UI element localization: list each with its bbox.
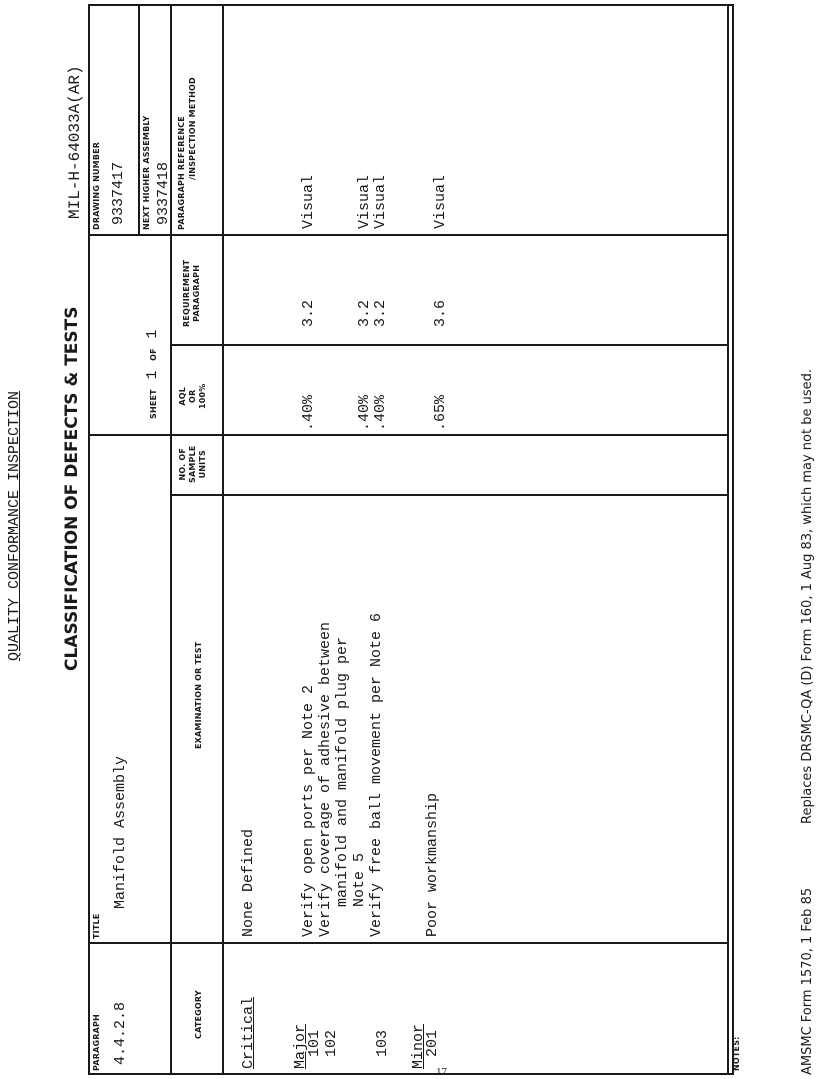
section-title: QUALITY CONFORMANCE INSPECTION xyxy=(6,390,23,661)
critical-text: None Defined xyxy=(240,828,257,937)
row-201-requirement: 3.6 xyxy=(432,299,449,327)
title-label: TITLE xyxy=(92,913,101,939)
row-102-code: 102 xyxy=(323,1029,340,1057)
replaces-note: Replaces DRSMC-QA (D) Form 160, 1 Aug 83, which may not be used. xyxy=(800,369,815,824)
row-103-text: Verify free ball movement per Note 6 xyxy=(368,612,385,937)
sample-header-line2: SAMPLE xyxy=(188,445,197,483)
requirement-header-line1: REQUIREMENT xyxy=(182,259,191,327)
paragraph-label: PARAGRAPH xyxy=(92,1014,101,1071)
row-101-method: Visual xyxy=(300,174,317,229)
reference-header-line2: /INSPECTION METHOD xyxy=(188,77,197,180)
drawing-number-label: DRAWING NUMBER xyxy=(92,141,101,230)
row-102-text-line3: Note 5 xyxy=(351,852,368,907)
row-102-aql: .40% xyxy=(356,394,373,431)
row-101-requirement: 3.2 xyxy=(300,299,317,327)
row-103-requirement: 3.2 xyxy=(372,299,389,327)
form-id: AMSMC Form 1570, 1 Feb 85 xyxy=(800,887,815,1075)
row-103-code: 103 xyxy=(374,1029,391,1057)
next-assembly-label: NEXT HIGHER ASSEMBLY xyxy=(142,115,151,230)
page-number: 17 xyxy=(436,1066,447,1078)
row-201-code: 201 xyxy=(424,1029,441,1057)
row-102-text-line1: Verify coverage of adhesive between xyxy=(317,621,334,937)
sheet-info xyxy=(144,330,161,419)
aql-header-line1: AQL xyxy=(178,386,187,406)
row-102-method: Visual xyxy=(356,174,373,229)
row-101-text: Verify open ports per Note 2 xyxy=(300,684,317,937)
category-header: CATEGORY xyxy=(194,990,203,1039)
sheet-of-label: OF xyxy=(149,348,158,361)
major-label: Major xyxy=(292,1023,309,1069)
minor-label: Minor xyxy=(410,1023,427,1069)
row-101-aql: .40% xyxy=(300,394,317,431)
aql-header xyxy=(178,383,208,409)
form-title: CLASSIFICATION OF DEFECTS & TESTS xyxy=(62,306,82,671)
sample-header xyxy=(178,445,208,483)
reference-header-line1: PARAGRAPH REFERENCE xyxy=(177,116,186,230)
sheet-label: SHEET xyxy=(149,389,158,419)
next-assembly-value: 9337418 xyxy=(155,161,172,225)
title-value: Manifold Assembly xyxy=(112,755,129,909)
critical-label: Critical xyxy=(240,996,257,1069)
requirement-header-line2: PARAGRAPH xyxy=(192,264,201,322)
row-101-code: 101 xyxy=(306,1029,323,1057)
drawing-number-value: 9337417 xyxy=(110,161,127,225)
sample-header-line1: NO. OF xyxy=(178,447,187,481)
aql-header-line2: OR xyxy=(188,389,197,403)
examination-header: EXAMINATION OR TEST xyxy=(194,641,203,749)
row-103-aql: .40% xyxy=(372,394,389,431)
row-102-text-line2: manifold and manifold plug per xyxy=(334,636,351,907)
notes-label: NOTES: xyxy=(732,1036,741,1071)
row-102-requirement: 3.2 xyxy=(356,299,373,327)
aql-header-line3: 100% xyxy=(198,383,207,409)
sample-header-line3: UNITS xyxy=(198,450,207,479)
sheet-number: 1 xyxy=(144,370,161,380)
row-201-text: Poor workmanship xyxy=(424,792,441,937)
reference-header xyxy=(176,77,198,230)
requirement-header xyxy=(182,260,202,327)
row-201-method: Visual xyxy=(432,174,449,229)
row-201-aql: .65% xyxy=(432,394,449,431)
paragraph-value: 4.4.2.8 xyxy=(112,1001,129,1065)
row-103-method: Visual xyxy=(372,174,389,229)
spec-number: MIL-H-64033A(AR) xyxy=(66,65,84,219)
sheet-total: 1 xyxy=(144,329,161,339)
